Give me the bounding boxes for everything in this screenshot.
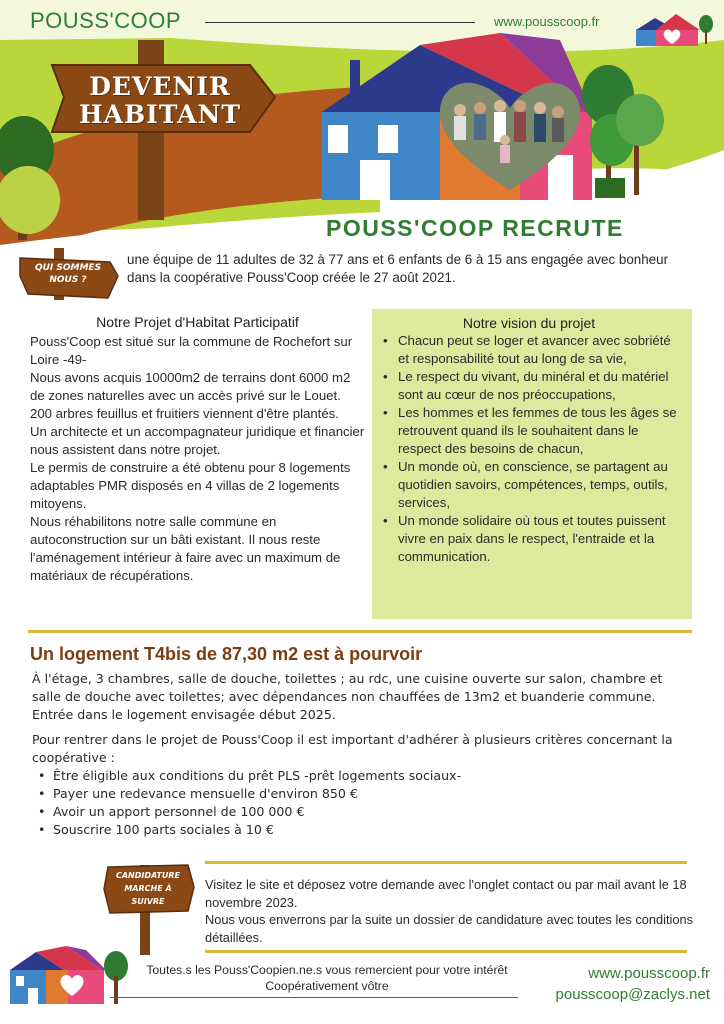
who-sign-line-1: QUI SOMMES: [34, 263, 102, 273]
vision-item: • Les hommes et les femmes de tous les âges se retrouvent quand ils le souhaitent dans le respect des besoins de chacun,: [380, 404, 678, 458]
thanks-message: [132, 962, 522, 994]
footer-email-link[interactable]: pousscoop@zaclys.net: [555, 986, 710, 1003]
candidature-text-1: Visitez le site et déposez votre demande avec l'onglet contact ou par mail avant le 18 novembre 2023.: [205, 877, 687, 910]
who-sign-label: [20, 262, 116, 286]
projet-title: Notre Projet d'Habitat Participatif: [96, 314, 299, 330]
thanks-line-1: Toutes.s les Pouss'Coopien.ne.s vous remercient pour votre intérêt: [146, 963, 508, 977]
criteria-item: • Avoir un apport personnel de 100 000 €: [38, 803, 461, 821]
intro-text: une équipe de 11 adultes de 32 à 77 ans et 6 enfants de 6 à 15 ans engagée avec bonheur dans la coopérative Pouss'Coop créée le 27 août 2021.: [127, 252, 669, 285]
top-divider: [205, 22, 475, 23]
criteria-list: [38, 767, 461, 839]
criteria-item: • Être éligible aux conditions du prêt PLS -prêt logements sociaux-: [38, 767, 461, 785]
vision-section: [372, 309, 692, 619]
sign-title-line-1: DEVENIR: [89, 72, 231, 101]
footer-house-logo: [6, 944, 130, 1008]
vision-item: • Un monde où, en conscience, se partagent au quotidien savoirs, compétences, temps, outils, services,: [380, 458, 678, 512]
candidature-sign-label: [108, 869, 188, 908]
candidature-divider-bottom: [205, 950, 687, 953]
cand-sign-line-1: CANDIDATURE: [115, 871, 181, 880]
projet-paragraph-4: Le permis de construire a été obtenu pour 8 logements adaptables PMR disposés en 4 villas de 2 logements mitoyens.: [30, 460, 351, 511]
criteria-item: • Payer une redevance mensuelle d'environ 850 €: [38, 785, 461, 803]
header-website-link[interactable]: www.pousscoop.fr: [494, 14, 600, 29]
sign-title-line-2: HABITANT: [79, 100, 241, 129]
candidature-text-2: Nous vous enverrons par la suite un dossier de candidature avec toutes les conditions détaillées.: [205, 912, 693, 945]
vision-item: • Un monde solidaire où tous et toutes puissent vivre en paix dans le respect, l'entraide et la communication.: [380, 512, 678, 566]
cand-sign-line-2: MARCHE À: [124, 884, 172, 893]
footer-divider: [110, 997, 518, 998]
vision-item: • Chacun peut se loger et avancer avec sobriété et responsabilité tout au long de sa vie,: [380, 332, 678, 368]
projet-paragraph-5: Nous réhabilitons notre salle commune en autoconstruction sur un bâti existant. Il nous reste l'aménagement intérieur à faire avec un maximum de matériaux de récupérations.: [30, 514, 341, 583]
vision-title: Notre vision du projet: [462, 315, 596, 331]
devenir-habitant-title: [60, 73, 260, 129]
candidature-divider-top: [205, 861, 687, 864]
recrute-heading: POUSS'COOP RECRUTE: [326, 215, 624, 241]
footer-website-link[interactable]: www.pousscoop.fr: [588, 965, 710, 982]
vision-list: [380, 332, 678, 566]
projet-paragraph-2: Nous avons acquis 10000m2 de terrains dont 6000 m2 de zones naturelles avec un accès privé sur le Louet. 200 arbres feuillus et fruitiers viennent d'être plantés.: [30, 370, 351, 421]
offer-title: Un logement T4bis de 87,30 m2 est à pourvoir: [30, 644, 423, 664]
offer-divider: [28, 630, 692, 633]
offer-description: À l'étage, 3 chambres, salle de douche, toilettes ; au rdc, une cuisine ouverte sur salon, chambre et salle de douche avec toilettes; avec dépendances non chauffées de 13m2 et buanderie commune. Entrée dans le logement envisagée début 2025.: [32, 671, 663, 722]
who-sign-line-2: NOUS ?: [49, 275, 87, 285]
brand-name: POUSS'COOP: [30, 8, 182, 33]
thanks-line-2: Coopérativement vôtre: [265, 979, 389, 993]
projet-paragraph-1: Pouss'Coop est situé sur la commune de Rochefort sur Loire -49-: [30, 334, 353, 367]
criteria-item: • Souscrire 100 parts sociales à 10 €: [38, 821, 461, 839]
candidature-text: [205, 876, 695, 946]
projet-paragraph-3: Un architecte et un accompagnateur juridique et financier nous assistent dans notre projet.: [30, 424, 365, 457]
criteria-intro: Pour rentrer dans le projet de Pouss'Coop il est important d'adhérer à plusieurs critères concernant la coopérative :: [32, 732, 673, 765]
vision-item: • Le respect du vivant, du minéral et du matériel sont au cœur de nos préoccupations,: [380, 368, 678, 404]
projet-section: [30, 314, 365, 585]
cand-sign-line-3: SUIVRE: [131, 897, 165, 906]
